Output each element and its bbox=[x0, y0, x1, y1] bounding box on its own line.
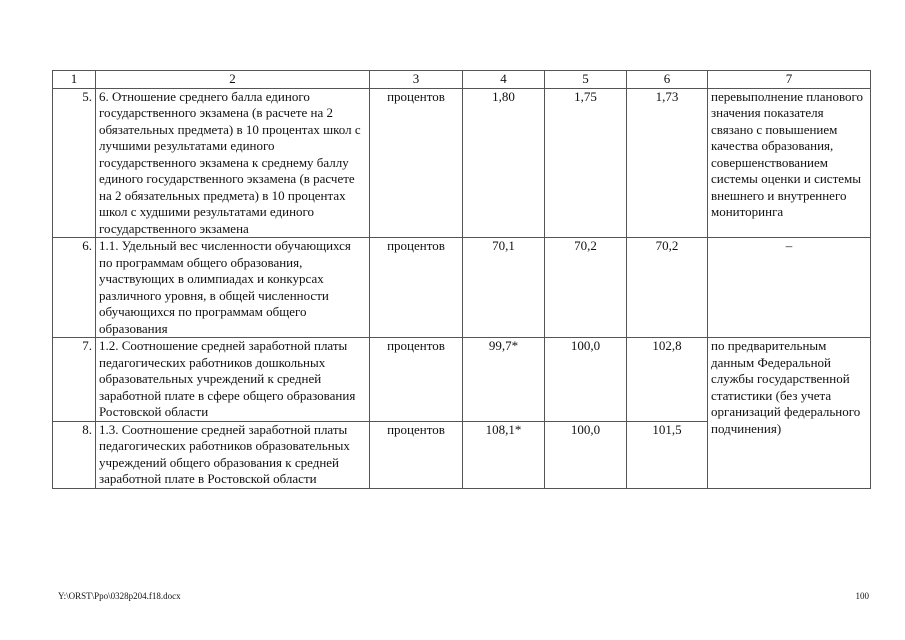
table-row bbox=[53, 88, 871, 238]
col-header-3: 3 bbox=[370, 71, 463, 89]
value-col5: 70,2 bbox=[545, 238, 627, 338]
col-header-5: 5 bbox=[545, 71, 627, 89]
unit-cell: процентов bbox=[370, 88, 463, 238]
column-number-row bbox=[53, 71, 871, 89]
row-number: 8. bbox=[53, 421, 96, 488]
row-number: 7. bbox=[53, 338, 96, 422]
indicator-text: 1.2. Соотношение средней заработной платы педагогических работников дошкольных образовательных учреждений к средней заработной плате в сфере общего образования Ростовской области bbox=[96, 338, 370, 422]
col-header-6: 6 bbox=[627, 71, 708, 89]
col-header-1: 1 bbox=[53, 71, 96, 89]
col-header-4: 4 bbox=[463, 71, 545, 89]
col-header-2: 2 bbox=[96, 71, 370, 89]
value-col6: 101,5 bbox=[627, 421, 708, 488]
value-col4: 108,1* bbox=[463, 421, 545, 488]
value-col6: 70,2 bbox=[627, 238, 708, 338]
unit-cell: процентов bbox=[370, 338, 463, 422]
indicator-text: 6. Отношение среднего балла единого государственного экзамена (в расчете на 2 обязательных предмета) в 10 процентах школ с лучшими результатами единого государственного экзамена к среднему баллу единого государственного экзамена (в расчете на 2 обязательных предмета) в 10 процентах школ с худшими результатами единого государственного экзамена bbox=[96, 88, 370, 238]
footer-file-path: Y:\ORST\Ppo\0328p204.f18.docx bbox=[58, 591, 181, 601]
value-col5: 100,0 bbox=[545, 421, 627, 488]
page-number: 100 bbox=[855, 591, 869, 601]
value-col4: 70,1 bbox=[463, 238, 545, 338]
note-cell: по предварительным данным Федеральной службы государственной статистики (без учета организаций федерального подчинения) bbox=[708, 338, 871, 489]
indicator-text: 1.1. Удельный вес численности обучающихся по программам общего образования, участвующих в олимпиадах и конкурсах различного уровня, в общей численности обучающихся по программам общего образования bbox=[96, 238, 370, 338]
row-number: 6. bbox=[53, 238, 96, 338]
row-number: 5. bbox=[53, 88, 96, 238]
value-col6: 102,8 bbox=[627, 338, 708, 422]
indicator-text: 1.3. Соотношение средней заработной платы педагогических работников образовательных учреждений общего образования к средней заработной плате в Ростовской области bbox=[96, 421, 370, 488]
unit-cell: процентов bbox=[370, 238, 463, 338]
note-cell: перевыполнение планового значения показателя связано с повышением качества образования, совершенствованием системы оценки и системы внешнего и внутреннего мониторинга bbox=[708, 88, 871, 238]
value-col4: 99,7* bbox=[463, 338, 545, 422]
table-row bbox=[53, 338, 871, 422]
indicators-table bbox=[52, 70, 871, 489]
value-col6: 1,73 bbox=[627, 88, 708, 238]
table-row bbox=[53, 238, 871, 338]
value-col5: 100,0 bbox=[545, 338, 627, 422]
note-cell: – bbox=[708, 238, 871, 338]
value-col4: 1,80 bbox=[463, 88, 545, 238]
col-header-7: 7 bbox=[708, 71, 871, 89]
value-col5: 1,75 bbox=[545, 88, 627, 238]
unit-cell: процентов bbox=[370, 421, 463, 488]
